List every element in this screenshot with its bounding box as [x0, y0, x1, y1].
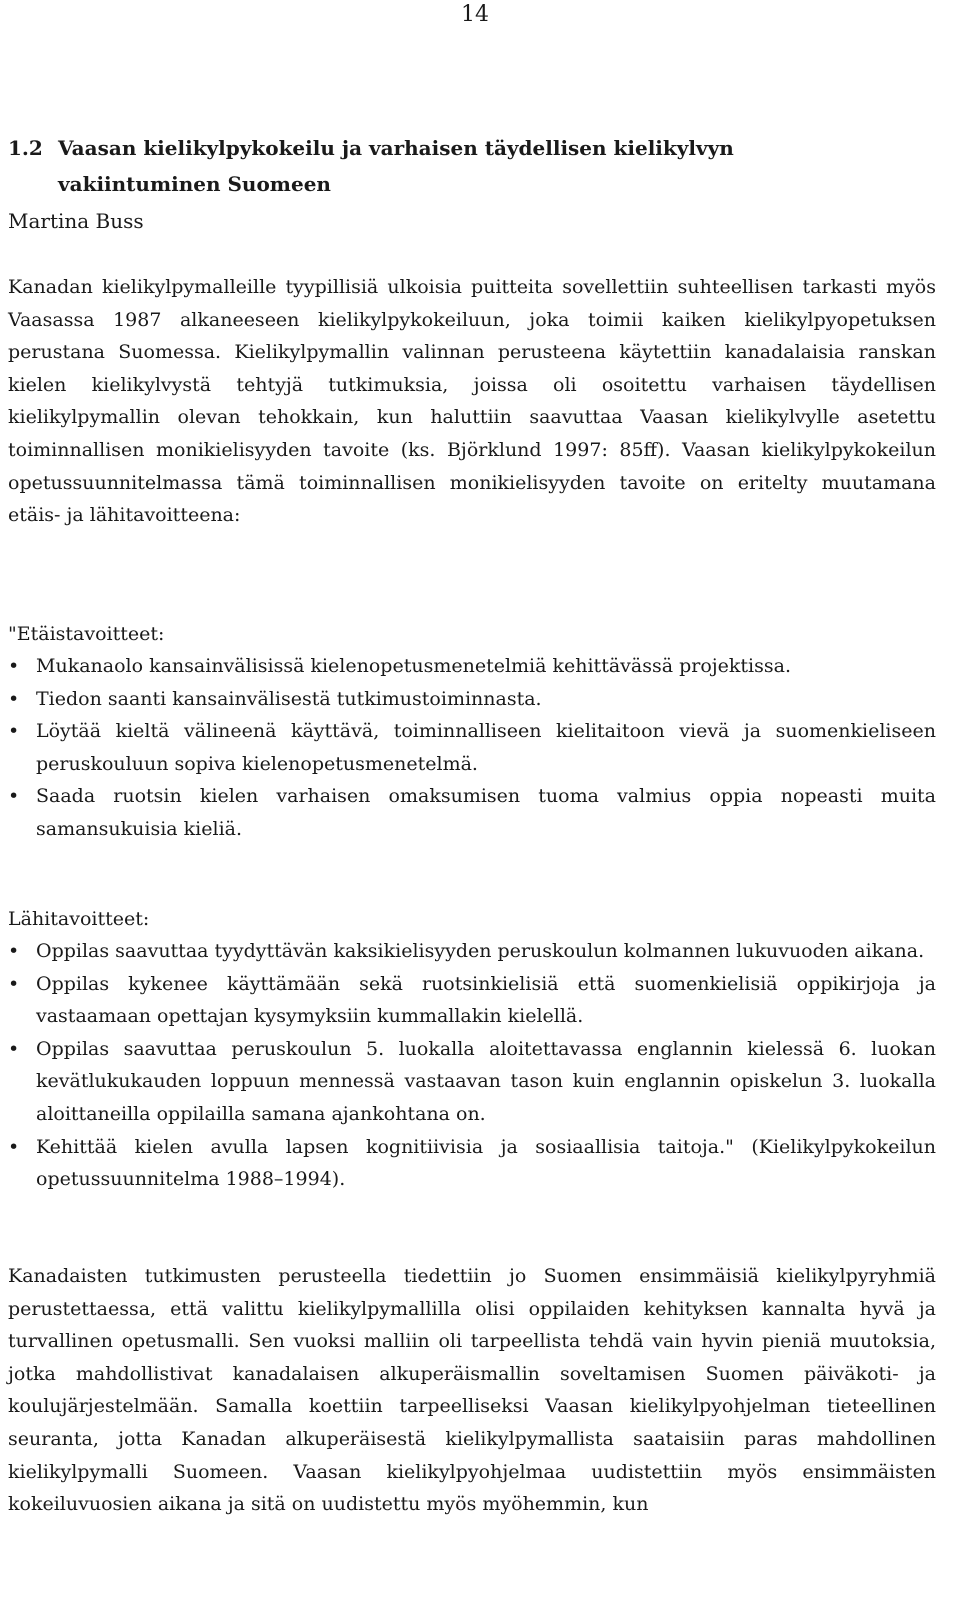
- list-item-text: Saada ruotsin kielen varhaisen omaksumisen tuoma valmius oppia nopeasti muita samansukuisia kieliä.: [36, 785, 936, 840]
- section-heading: [8, 130, 908, 202]
- section-number: 1.2: [8, 136, 43, 160]
- list-item: [8, 935, 936, 968]
- list-item-text: Tiedon saanti kansainvälisestä tutkimustoiminnasta.: [36, 687, 542, 710]
- list-item-text: Löytää kieltä välineenä käyttävä, toiminnalliseen kielitaitoon vievä ja suomenkieliseen peruskouluun sopiva kielenopetusmenetelmä.: [36, 720, 936, 775]
- near-goals-label: Lähitavoitteet:: [8, 908, 150, 930]
- list-item-text: Mukanaolo kansainvälisissä kielenopetusmenetelmiä kehittävässä projektissa.: [36, 655, 791, 677]
- section-title-line1: Vaasan kielikylpykokeilu ja varhaisen täydellisen kielikylvyn: [58, 136, 734, 160]
- section-title-line2: vakiintuminen Suomeen: [58, 172, 331, 196]
- bullet-icon: •: [8, 1037, 20, 1060]
- near-goals-list: [8, 935, 936, 1196]
- list-item: [8, 1131, 936, 1196]
- list-item-text: Oppilas saavuttaa tyydyttävän kaksikielisyyden peruskoulun kolmannen lukuvuoden aikana.: [36, 940, 925, 962]
- author-name: Martina Buss: [8, 209, 144, 233]
- list-item: [8, 683, 936, 716]
- bullet-icon: •: [8, 687, 20, 710]
- bullet-icon: •: [8, 785, 20, 808]
- list-item-text: Oppilas saavuttaa peruskoulun 5. luokalla aloitettavassa englannin kielessä 6. luokan kevätlukukauden loppuun mennessä vastaavan tason kuin englannin opiskelun 3. luokalla aloittaneilla oppilailla samana ajankohtana on.: [36, 1037, 936, 1125]
- list-item-text: Kehittää kielen avulla lapsen kognitiivisia ja sosiaallisia taitoja." (Kielikylpykokeilun opetussuunnitelma 1988–1994).: [36, 1135, 936, 1191]
- closing-paragraph: Kanadaisten tutkimusten perusteella tiedettiin jo Suomen ensimmäisiä kielikylpyryhmiä perustettaessa, että valittu kielikylpymallilla olisi oppilaiden kehityksen kannalta hyvä ja turvallinen opetusmalli. Sen vuoksi malliin oli tarpeellista tehdä vain hyvin pieniä muutoksia, jotka mahdollistivat kanadalaisen alkuperäismallin soveltamisen Suomen päiväkoti- ja koulujärjestelmään. Samalla koettiin tarpeelliseksi Vaasan kielikylpyohjelman tieteellinen seuranta, jotta Kanadan alkuperäisestä kielikylpymallista saataisiin paras mahdollinen kielikylpymalli Suomeen. Vaasan kielikylpyohjelmaa uudistettiin myös ensimmäisten kokeiluvuosien aikana ja sitä on uudistettu myös myöhemmin, kun: [8, 1265, 936, 1516]
- list-item: [8, 715, 936, 780]
- distant-goals-label: "Etäistavoitteet:: [8, 623, 165, 645]
- bullet-icon: •: [8, 1135, 20, 1158]
- intro-paragraph: Kanadan kielikylpymalleille tyypillisiä ulkoisia puitteita sovellettiin suhteellisen tarkasti myös Vaasassa 1987 alkaneeseen kielikylpykokeiluun, joka toimii kaiken kielikylpyopetuksen perustana Suomessa. Kielikylpymallin valinnan perusteena käytettiin kanadalaisia ranskan kielen kielikylvystä tehtyjä tutkimuksia, joissa oli osoitettu varhaisen täydellisen kielikylpymallin olevan tehokkain, kun haluttiin saavuttaa Vaasan kielikylvylle asetettu toiminnallisen monikielisyyden tavoite (ks. Björklund 1997: 85ff). Vaasan kielikylpykokeilun opetussuunnitelmassa tämä toiminnallisen monikielisyyden tavoite on eritelty muutamana etäis- ja lähitavoitteena:: [8, 276, 936, 527]
- list-item-text: Oppilas kykenee käyttämään sekä ruotsinkielisiä että suomenkielisiä oppikirjoja ja vastaamaan opettajan kysymyksiin kummallakin kielellä.: [36, 972, 936, 1028]
- bullet-icon: •: [8, 720, 20, 743]
- bullet-icon: •: [8, 940, 20, 962]
- distant-goals-list: [8, 650, 936, 846]
- page-number: 14: [461, 2, 489, 27]
- list-item: [8, 780, 936, 845]
- bullet-icon: •: [8, 655, 20, 677]
- list-item: [8, 1033, 936, 1131]
- list-item: [8, 968, 936, 1033]
- bullet-icon: •: [8, 972, 20, 995]
- list-item: [8, 650, 936, 683]
